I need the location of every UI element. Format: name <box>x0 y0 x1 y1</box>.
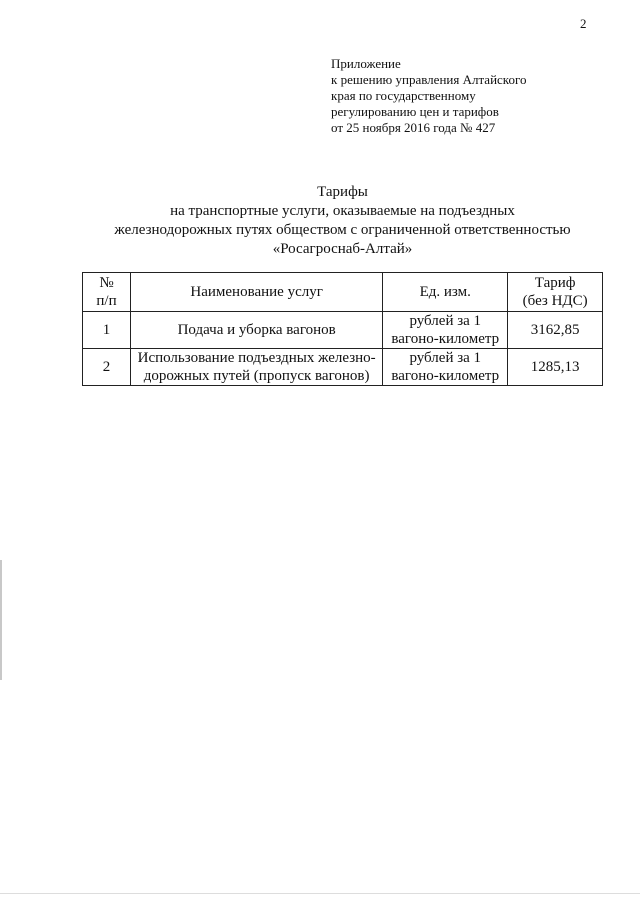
row-service-name <box>131 349 383 386</box>
header-tariff <box>508 273 603 312</box>
title-company: «Росагроснаб-Алтай» <box>272 241 413 257</box>
title-heading: Тарифы <box>317 184 368 200</box>
table-row <box>83 349 603 386</box>
row-unit <box>383 349 508 386</box>
row-unit-line: рублей за 1 <box>409 313 482 329</box>
header-tariff-line: (без НДС) <box>522 293 588 309</box>
scan-edge-mark <box>0 560 2 680</box>
row-service-name <box>131 312 383 349</box>
header-name: Наименование услуг <box>131 273 383 312</box>
header-num <box>83 273 131 312</box>
row-service-name-line: Подача и уборка вагонов <box>177 322 336 338</box>
row-service-name-line: дорожных путей (пропуск вагонов) <box>143 368 370 384</box>
scan-bottom-line <box>0 893 640 894</box>
title-line: на транспортные услуги, оказываемые на подъездных <box>170 203 515 219</box>
appendix-line: к решению управления Алтайского <box>331 72 527 87</box>
row-unit-line: рублей за 1 <box>409 350 482 366</box>
header-unit: Ед. изм. <box>383 273 508 312</box>
appendix-line: от 25 ноября 2016 года № 427 <box>331 120 496 135</box>
row-tariff: 3162,85 <box>508 312 603 349</box>
tariff-table <box>82 272 603 386</box>
row-unit <box>383 312 508 349</box>
header-num-line: № <box>99 275 114 291</box>
row-service-name-line: Использование подъездных железно- <box>137 350 376 366</box>
appendix-line: Приложение <box>331 56 401 71</box>
row-unit-line: вагоно-километр <box>391 331 500 347</box>
row-num: 2 <box>83 349 131 386</box>
title-line: железнодорожных путях обществом с ограниченной ответственностью <box>114 222 571 238</box>
appendix-block <box>331 56 611 136</box>
document-title <box>80 183 605 259</box>
header-tariff-line: Тариф <box>534 275 576 291</box>
row-tariff: 1285,13 <box>508 349 603 386</box>
row-unit-line: вагоно-километр <box>391 368 500 384</box>
appendix-line: края по государственному <box>331 88 476 103</box>
header-num-line: п/п <box>96 293 117 309</box>
row-num: 1 <box>83 312 131 349</box>
table-row <box>83 312 603 349</box>
page-number: 2 <box>580 16 587 31</box>
appendix-line: регулированию цен и тарифов <box>331 104 499 119</box>
table-header-row <box>83 273 603 312</box>
